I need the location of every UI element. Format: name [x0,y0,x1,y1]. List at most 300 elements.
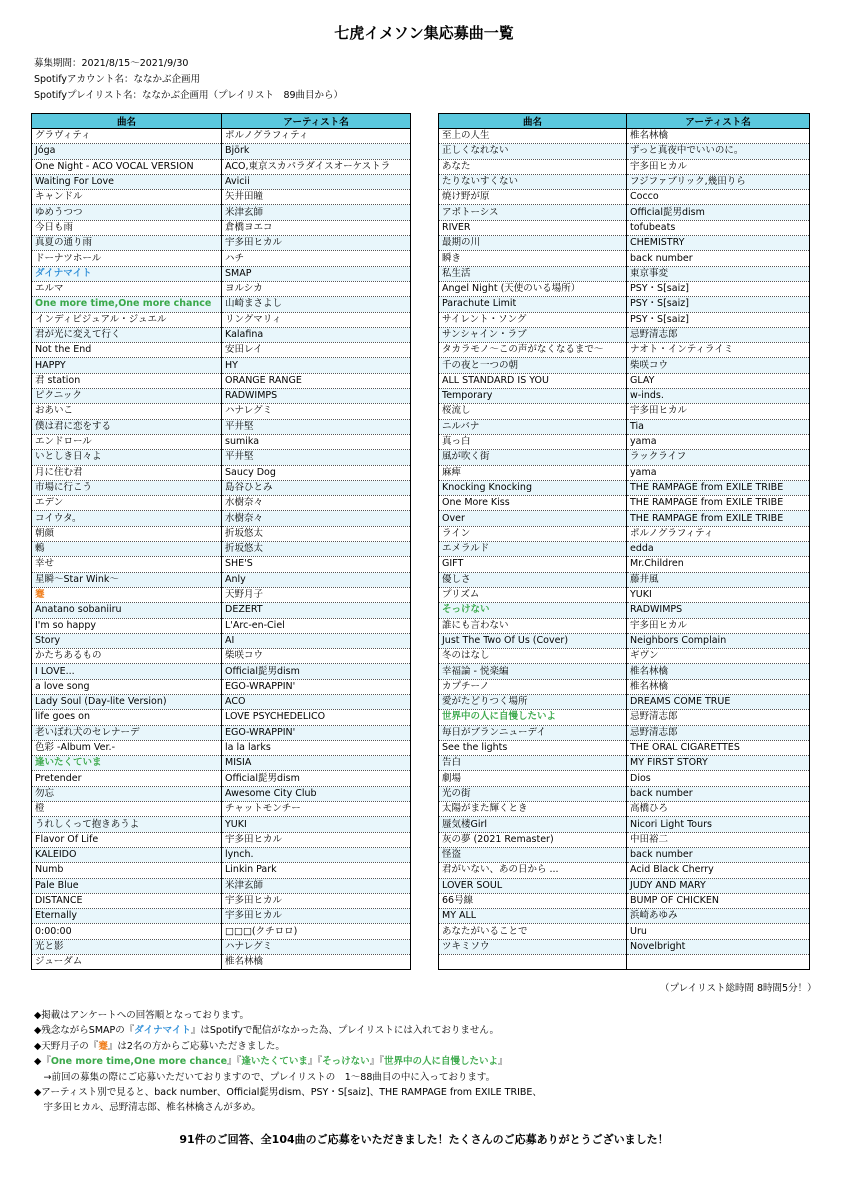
artist-cell: YUKI [222,817,411,832]
song-header: 曲名 [32,114,222,129]
song-cell: See the lights [439,740,627,755]
artist-cell: 忌野清志郎 [627,725,810,740]
table-row [439,633,810,648]
song-cell: 逢いたくていま [32,756,222,771]
table-row [32,939,411,954]
table-row [439,542,810,557]
artist-cell: リングマリィ [222,312,411,327]
song-cell: いとしき日々よ [32,450,222,465]
table-row [439,312,810,327]
table-row [32,924,411,939]
artist-cell: edda [627,542,810,557]
table-row [32,817,411,832]
table-row [32,465,411,480]
artist-cell: PSY・S[saiz] [627,297,810,312]
song-cell: 今日も雨 [32,220,222,235]
artist-cell: EGO-WRAPPIN' [222,679,411,694]
song-cell: 市場に行こう [32,480,222,495]
table-row [439,511,810,526]
artist-cell: 折坂悠太 [222,526,411,541]
artist-cell: SMAP [222,266,411,281]
table-row [32,496,411,511]
table-row [439,496,810,511]
song-cell: 幸せ [32,557,222,572]
table-row [32,220,411,235]
table-row [32,909,411,924]
song-table-left [31,113,411,970]
song-table-right [438,113,810,970]
song-cell: あなた [439,159,627,174]
artist-cell: DEZERT [222,603,411,618]
song-cell: 誰にも言わない [439,618,627,633]
artist-cell: Nicori Light Tours [627,817,810,832]
table-row [439,343,810,358]
song-cell: ALL STANDARD IS YOU [439,373,627,388]
song-cell: Anatano sobaniiru [32,603,222,618]
artist-cell: YUKI [627,587,810,602]
note-3: ◆天野月子の『蹇』は2名の方からご応募いただきました。 [34,1040,285,1052]
artist-cell: Tia [627,419,810,434]
table-row [439,909,810,924]
artist-cell: BUMP OF CHICKEN [627,893,810,908]
artist-cell: LOVE PSYCHEDELICO [222,710,411,725]
song-cell: 灰の夢 (2021 Remaster) [439,832,627,847]
song-cell: 蜃気楼Girl [439,817,627,832]
artist-cell: yama [627,465,810,480]
artist-cell: 宇多田ヒカル [627,404,810,419]
artist-cell: JUDY AND MARY [627,878,810,893]
table-row [32,373,411,388]
table-row [32,710,411,725]
table-row [32,266,411,281]
table-row [439,786,810,801]
song-cell: 愛がたどりつく場所 [439,694,627,709]
song-cell: 太陽がまた輝くとき [439,802,627,817]
artist-header: アーティスト名 [222,114,411,129]
table-row [439,572,810,587]
artist-cell: Acid Black Cherry [627,863,810,878]
song-cell: 桜流し [439,404,627,419]
artist-cell: GLAY [627,373,810,388]
artist-cell: ハナレグミ [222,404,411,419]
song-cell: One more time,One more chance [32,297,222,312]
song-cell: 僕は君に恋をする [32,419,222,434]
song-cell: Over [439,511,627,526]
song-cell: エルマ [32,281,222,296]
table-row [32,312,411,327]
artist-cell: HY [222,358,411,373]
table-row [32,190,411,205]
song-cell: 色彩 -Album Ver.- [32,740,222,755]
table-row [32,756,411,771]
artist-cell: THE RAMPAGE from EXILE TRIBE [627,496,810,511]
song-cell: カプチーノ [439,679,627,694]
song-cell: 麻痺 [439,465,627,480]
table-row [439,450,810,465]
song-cell: プリズム [439,587,627,602]
song-cell: 劇場 [439,771,627,786]
artist-cell: THE RAMPAGE from EXILE TRIBE [627,511,810,526]
artist-cell: tofubeats [627,220,810,235]
song-cell: a love song [32,679,222,694]
table-row [32,236,411,251]
song-cell: ゆめうつつ [32,205,222,220]
table-row [32,786,411,801]
song-cell: ダイナマイト [32,266,222,281]
artist-cell: 椎名林檎 [627,129,810,144]
notes [34,1008,542,1116]
table-row [32,205,411,220]
artist-cell: RADWIMPS [627,603,810,618]
table-row [439,955,810,970]
table-row [32,618,411,633]
song-cell: DISTANCE [32,893,222,908]
artist-cell: yama [627,434,810,449]
table-row [439,618,810,633]
table-row [439,740,810,755]
table-row [439,603,810,618]
song-cell: 正しくなれない [439,144,627,159]
song-cell: サイレント・ソング [439,312,627,327]
song-cell: エンドロール [32,434,222,449]
table-row [439,725,810,740]
table-row [32,281,411,296]
table-row [439,664,810,679]
playlist-text: Spotifyプレイリスト名：ななかぶ企画用（プレイリスト 89曲目から） [34,90,344,101]
song-cell: One More Kiss [439,496,627,511]
song-cell: ツキミソウ [439,939,627,954]
table-row [439,878,810,893]
song-cell: 至上の人生 [439,129,627,144]
artist-cell: 安田レイ [222,343,411,358]
artist-cell: 平井堅 [222,419,411,434]
song-cell: Eternally [32,909,222,924]
song-cell: MY ALL [439,909,627,924]
song-cell: 光の街 [439,786,627,801]
song-cell: サンシャイン・ラブ [439,327,627,342]
table-row [32,358,411,373]
artist-cell: Neighbors Complain [627,633,810,648]
song-cell: HAPPY [32,358,222,373]
artist-cell: Avicii [222,174,411,189]
song-cell: Waiting For Love [32,174,222,189]
song-cell: Knocking Knocking [439,480,627,495]
table-row [439,756,810,771]
table-row [32,251,411,266]
song-cell: Pretender [32,771,222,786]
table-row [32,771,411,786]
song-cell: 君 station [32,373,222,388]
song-cell: 勿忘 [32,786,222,801]
table-row [439,266,810,281]
table-row [32,649,411,664]
song-cell: グラヴィティ [32,129,222,144]
song-cell: Jóga [32,144,222,159]
artist-cell: 宇多田ヒカル [627,618,810,633]
song-cell: 瞬き [439,251,627,266]
artist-cell: ACO,東京スカパラダイスオーケストラ [222,159,411,174]
song-cell: 怪盗 [439,847,627,862]
song-cell: あなたがいることで [439,924,627,939]
artist-cell: チャットモンチー [222,802,411,817]
note-7: 宇多田ヒカル、忌野清志郎、椎名林檎さんが多め。 [34,1102,261,1114]
artist-cell: 水樹奈々 [222,511,411,526]
table-row [32,419,411,434]
table-row [439,251,810,266]
artist-header: アーティスト名 [627,114,810,129]
table-row [439,924,810,939]
artist-cell: ハナレグミ [222,939,411,954]
artist-cell: 忌野清志郎 [627,327,810,342]
artist-cell: 矢井田瞳 [222,190,411,205]
song-cell: 千の夜と一つの朝 [439,358,627,373]
table-row [439,817,810,832]
table-row [32,572,411,587]
song-cell: 君が光に変えて行く [32,327,222,342]
artist-cell: PSY・S[saiz] [627,312,810,327]
song-cell: 冬のはなし [439,649,627,664]
artist-cell: □□□(クチロロ) [222,924,411,939]
song-cell: タカラモノ～この声がなくなるまで～ [439,343,627,358]
artist-cell: back number [627,786,810,801]
artist-cell: Kalafina [222,327,411,342]
artist-cell: 宇多田ヒカル [222,909,411,924]
artist-cell: PSY・S[saiz] [627,281,810,296]
song-cell: 風が吹く街 [439,450,627,465]
artist-cell: 平井堅 [222,450,411,465]
artist-cell: DREAMS COME TRUE [627,694,810,709]
song-cell: 世界中の人に自慢したいよ [439,710,627,725]
note-1: ◆掲載はアンケートへの回答順となっております。 [34,1010,249,1021]
closing-message: 91件のご回答、全104曲のご応募をいただきました！たくさんのご応募ありがとうございました！ [179,1133,669,1146]
artist-cell: ORANGE RANGE [222,373,411,388]
table-row [32,802,411,817]
table-row [439,327,810,342]
table-row [439,404,810,419]
song-cell: Just The Two Of Us (Cover) [439,633,627,648]
total-time: （プレイリスト総時間 8時間5分！） [660,983,817,994]
artist-cell: フジファブリック,幾田りら [627,174,810,189]
table-row [439,159,810,174]
artist-cell: ずっと真夜中でいいのに。 [627,144,810,159]
table-row [32,129,411,144]
artist-cell: Mr.Children [627,557,810,572]
song-cell: 星瞬～Star Wink～ [32,572,222,587]
artist-cell: Novelbright [627,939,810,954]
song-cell: うれしくって抱きあうよ [32,817,222,832]
table-row [439,847,810,862]
artist-cell: sumika [222,434,411,449]
note-2: ◆残念ながらSMAPの『ダイナマイト』はSpotifyで配信がなかった為、プレイリストには入れておりません。 [34,1025,499,1037]
artist-cell: CHEMISTRY [627,236,810,251]
artist-cell: AI [222,633,411,648]
artist-cell: 柴咲コウ [222,649,411,664]
note-6: ◆アーティスト別で見ると、back number、Official髭男dism、PSY・S[saiz]、THE RAMPAGE from EXILE TRIBE、 [34,1087,542,1099]
table-row [439,893,810,908]
note-5: →前回の募集の際にご応募いただいておりますので、プレイリストの 1～88曲目の中に入っております。 [34,1071,496,1083]
account-text: Spotifyアカウント名：ななかぶ企画用 [34,74,200,85]
artist-cell: lynch. [222,847,411,862]
song-cell: ライン [439,526,627,541]
table-row [439,694,810,709]
artist-cell: Uru [627,924,810,939]
table-row [32,633,411,648]
table-row [439,802,810,817]
table-row [439,129,810,144]
table-row [439,679,810,694]
table-row [439,434,810,449]
song-cell: 老いぼれ犬のセレナーデ [32,725,222,740]
artist-cell: ナオト・インティライミ [627,343,810,358]
page-title: 七虎イメソン集応募曲一覧 [334,24,514,42]
table-row [439,557,810,572]
artist-cell: Linkin Park [222,863,411,878]
table-row [32,450,411,465]
song-cell: コイウタ。 [32,511,222,526]
table-row [32,740,411,755]
artist-cell: ヨルシカ [222,281,411,296]
table-row [439,373,810,388]
artist-cell: RADWIMPS [222,389,411,404]
song-cell: 焼け野が原 [439,190,627,205]
table-row [439,281,810,296]
artist-cell: la la larks [222,740,411,755]
song-cell: 私生活 [439,266,627,281]
song-cell: インディビジュアル・ジュエル [32,312,222,327]
song-cell: 告白 [439,756,627,771]
artist-cell: Björk [222,144,411,159]
table-row [32,847,411,862]
table-row [439,190,810,205]
table-row [32,557,411,572]
song-cell: ニルバナ [439,419,627,434]
artist-cell: ギヴン [627,649,810,664]
table-row [32,434,411,449]
artist-cell: w-inds. [627,389,810,404]
artist-cell: ポルノグラフィティ [627,526,810,541]
artist-cell: THE RAMPAGE from EXILE TRIBE [627,480,810,495]
song-cell: 君がいない、あの日から ... [439,863,627,878]
artist-cell: 米津玄師 [222,878,411,893]
song-cell: 真夏の通り雨 [32,236,222,251]
table-row [32,144,411,159]
song-cell: かたちあるもの [32,649,222,664]
artist-cell: 宇多田ヒカル [222,236,411,251]
artist-cell: 忌野清志郎 [627,710,810,725]
table-row [439,710,810,725]
artist-cell: 中田裕二 [627,832,810,847]
song-cell: 蹇 [32,587,222,602]
artist-cell: 倉橋ヨエコ [222,220,411,235]
artist-cell: back number [627,847,810,862]
artist-cell: EGO-WRAPPIN' [222,725,411,740]
table-row [32,297,411,312]
song-cell: Numb [32,863,222,878]
artist-cell: 宇多田ヒカル [627,159,810,174]
song-cell: Lady Soul (Day-lite Version) [32,694,222,709]
table-row [32,725,411,740]
song-cell: 鶫 [32,542,222,557]
table-row [32,878,411,893]
artist-cell: 山崎まさよし [222,297,411,312]
song-cell: 最期の川 [439,236,627,251]
song-header: 曲名 [439,114,627,129]
table-row [32,480,411,495]
artist-cell: 浜崎あゆみ [627,909,810,924]
song-cell: ジューダム [32,955,222,970]
table-row [439,174,810,189]
song-cell: Pale Blue [32,878,222,893]
period-text: 募集期間：2021/8/15～2021/9/30 [34,58,189,69]
artist-cell: Awesome City Club [222,786,411,801]
table-row [439,939,810,954]
table-row [439,389,810,404]
artist-cell: ハチ [222,251,411,266]
artist-cell: 椎名林檎 [222,955,411,970]
table-row [439,358,810,373]
artist-cell: 島谷ひとみ [222,480,411,495]
song-cell: Story [32,633,222,648]
table-row [32,159,411,174]
table-row [439,297,810,312]
song-cell: アポトーシス [439,205,627,220]
song-cell: Not the End [32,343,222,358]
table-row [32,511,411,526]
song-cell: LOVER SOUL [439,878,627,893]
song-cell: Angel Night (天使のいる場所） [439,281,627,296]
artist-cell: Official髭男dism [222,664,411,679]
artist-cell: MISIA [222,756,411,771]
artist-cell: Cocco [627,190,810,205]
artist-cell: 天野月子 [222,587,411,602]
artist-cell: Official髭男dism [627,205,810,220]
note-4: ◆『One more time,One more chance』『逢いたくていま』『そっけない』『世界中の人に自慢したいよ』 [34,1056,508,1068]
song-cell: 真っ白 [439,434,627,449]
table-row [32,863,411,878]
table-row [439,526,810,541]
table-row [439,205,810,220]
song-cell: 0:00:00 [32,924,222,939]
artist-cell: ラックライフ [627,450,810,465]
artist-cell: 水樹奈々 [222,496,411,511]
artist-cell: 椎名林檎 [627,664,810,679]
artist-cell: Saucy Dog [222,465,411,480]
song-cell: エデン [32,496,222,511]
song-cell: おあいこ [32,404,222,419]
artist-cell: L'Arc-en-Ciel [222,618,411,633]
artist-cell: MY FIRST STORY [627,756,810,771]
song-cell: 光と影 [32,939,222,954]
table-row [32,832,411,847]
table-row [32,327,411,342]
table-row [439,771,810,786]
table-row [439,649,810,664]
table-row [439,832,810,847]
table-row [32,389,411,404]
song-cell: 朝顔 [32,526,222,541]
song-cell: GIFT [439,557,627,572]
song-cell: 66号線 [439,893,627,908]
table-row [439,419,810,434]
song-cell: Parachute Limit [439,297,627,312]
artist-cell: 藤井風 [627,572,810,587]
song-cell: 月に住む君 [32,465,222,480]
artist-cell: SHE'S [222,557,411,572]
table-row [32,526,411,541]
song-cell: 幸福論 - 悦楽編 [439,664,627,679]
artist-cell: Anly [222,572,411,587]
artist-cell: Dios [627,771,810,786]
